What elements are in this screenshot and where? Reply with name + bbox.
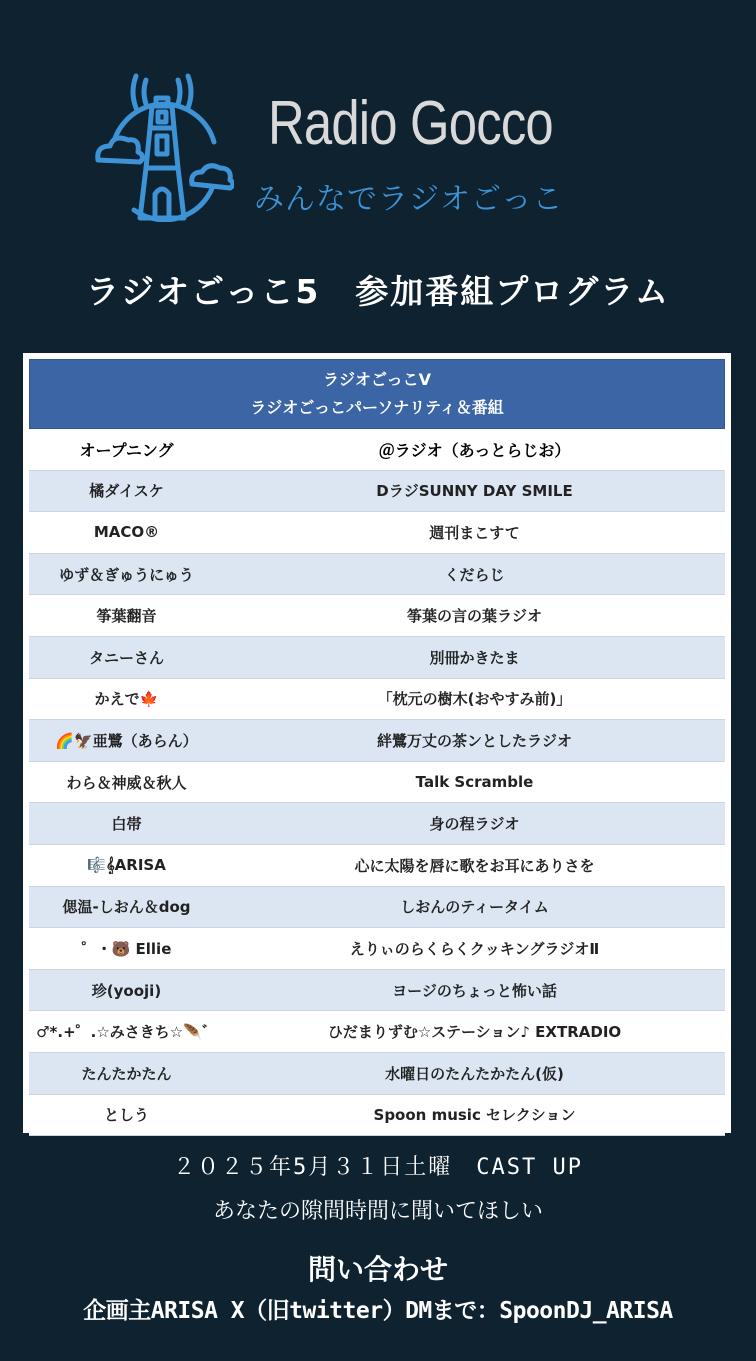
show-cell: 週刊まこすて xyxy=(429,523,520,542)
table-row xyxy=(29,1011,725,1053)
contact-info: 企画主ARISA X（旧twitter）DMまで：SpoonDJ_ARISA xyxy=(83,1298,673,1324)
personality-cell: 白帯 xyxy=(111,815,142,834)
table-row xyxy=(29,928,725,970)
brand-title: Radio Gocco xyxy=(268,89,553,158)
contact-title: 問い合わせ xyxy=(307,1253,448,1286)
personality-cell: ゜・🐻 Ellie xyxy=(81,939,172,958)
personality-cell: 🌈🦅亜鷺（あらん） xyxy=(55,731,198,750)
show-cell: 別冊かきたま xyxy=(429,648,520,667)
personality-cell: わら＆神威＆秋人 xyxy=(66,773,187,792)
personality-cell: 橘ダイスケ xyxy=(89,482,164,501)
table-row xyxy=(29,1053,725,1095)
show-cell: 絆鷺万丈の茶ンとしたラジオ xyxy=(376,731,572,750)
show-cell: 「枕元の樹木(おやすみ前)」 xyxy=(377,690,572,709)
personality-cell: 筝葉翻音 xyxy=(96,607,157,626)
table-row xyxy=(29,637,725,679)
show-cell: くだらじ xyxy=(444,565,505,584)
radio-tower-logo-icon xyxy=(92,72,234,222)
show-cell: ひだまりずむ☆ステーション♪ EXTRADIO xyxy=(327,1023,622,1042)
program-table xyxy=(23,353,731,1133)
table-row xyxy=(29,845,725,887)
table-row xyxy=(29,720,725,762)
personality-cell: タニーさん xyxy=(88,648,164,667)
personality-cell: 🎼𝄞ARISA xyxy=(87,856,166,875)
brand-subtitle: みんなでラジオごっこ xyxy=(254,182,564,217)
table-row xyxy=(29,762,725,804)
table-row xyxy=(29,1095,725,1137)
page-title: ラジオごっこ5 参加番組プログラム xyxy=(86,272,670,311)
personality-cell: ゆず＆ぎゅうにゅう xyxy=(59,565,194,584)
table-row xyxy=(29,679,725,721)
show-cell: ヨージのちょっと怖い話 xyxy=(392,981,557,1000)
table-row xyxy=(29,554,725,596)
personality-cell: オープニング xyxy=(79,440,174,460)
show-cell: 身の程ラジオ xyxy=(429,815,520,834)
table-body xyxy=(29,429,725,1136)
show-cell: DラジSUNNY DAY SMILE xyxy=(376,482,573,501)
personality-cell: 偲温-しおん＆dog xyxy=(62,898,191,917)
tagline: あなたの隙間時間に聞いてほしい xyxy=(212,1199,543,1224)
broadcast-date: ２０２５年5月３１日土曜 CAST UP xyxy=(173,1155,583,1180)
table-row xyxy=(29,471,725,513)
show-cell: 心に太陽を唇に歌をお耳にありさを xyxy=(354,856,595,875)
table-header-subtitle: ラジオごっこパーソナリティ＆番組 xyxy=(250,398,504,417)
personality-cell: ♂*.+゜.☆みさきち☆🪶゛ xyxy=(36,1023,217,1042)
table-header-title: ラジオごっこV xyxy=(322,370,432,389)
show-cell: 水曜日のたんたかたん(仮) xyxy=(385,1064,564,1083)
show-cell: Talk Scramble xyxy=(415,773,534,792)
table-row xyxy=(29,887,725,929)
table-header xyxy=(29,359,725,429)
personality-cell: たんたかたん xyxy=(81,1064,172,1083)
show-cell: 筝葉の言の葉ラジオ xyxy=(406,607,542,626)
personality-cell: MACO® xyxy=(93,523,160,542)
personality-cell: 珍(yooji) xyxy=(91,981,162,1000)
table-row xyxy=(29,803,725,845)
table-row xyxy=(29,429,725,471)
table-row xyxy=(29,512,725,554)
show-cell: Spoon music セレクション xyxy=(373,1106,576,1125)
personality-cell: としう xyxy=(103,1106,149,1125)
table-row xyxy=(29,970,725,1012)
show-cell: ＠ラジオ（あっとらじお） xyxy=(378,440,571,460)
show-cell: えりぃのらくらくクッキングラジオⅡ xyxy=(349,939,600,958)
personality-cell: かえで🍁 xyxy=(94,690,159,709)
show-cell: しおんのティータイム xyxy=(400,898,549,917)
table-row xyxy=(29,595,725,637)
